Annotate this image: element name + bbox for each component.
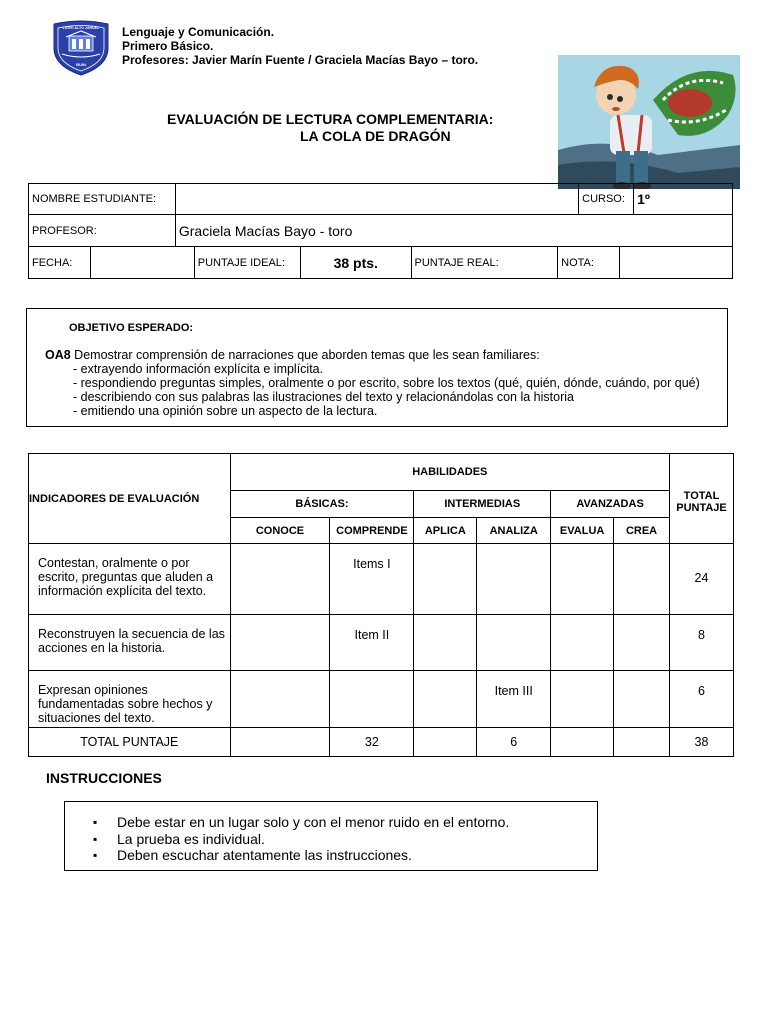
header-teachers: Profesores: Javier Marín Fuente / Graciela Macías Bayo – toro. xyxy=(122,53,479,67)
cell xyxy=(614,615,670,671)
page-title: EVALUACIÓN DE LECTURA COMPLEMENTARIA: xyxy=(167,111,494,127)
cell xyxy=(230,671,330,728)
row-total: 24 xyxy=(670,544,734,615)
cell: Items I xyxy=(330,544,414,615)
curso-label: CURSO: xyxy=(579,184,634,215)
book-illustration xyxy=(558,55,740,189)
score-info-table xyxy=(28,246,733,279)
puntaje-real-label: PUNTAJE REAL: xyxy=(411,247,558,279)
objective-title: OBJETIVO ESPERADO: xyxy=(69,322,194,334)
school-logo xyxy=(52,20,110,76)
cell xyxy=(477,615,551,671)
profesor-value[interactable]: Graciela Macías Bayo - toro xyxy=(175,215,732,247)
skill-crea: CREA xyxy=(614,518,670,544)
logo-text-top: LICEO ALTO JAHUEL xyxy=(62,26,100,30)
cell xyxy=(414,615,477,671)
objective-statement xyxy=(45,348,540,362)
cell xyxy=(414,728,477,757)
profesor-label: PROFESOR: xyxy=(29,215,176,247)
cell xyxy=(614,728,670,757)
skill-comprende: COMPRENDE xyxy=(330,518,414,544)
fecha-field[interactable] xyxy=(91,247,195,279)
table-row xyxy=(29,544,734,615)
grand-total: 38 xyxy=(670,728,734,757)
nota-label: NOTA: xyxy=(558,247,620,279)
cell xyxy=(551,671,614,728)
objective-item: - respondiendo preguntas simples, oralmente o por escrito, sobre los textos (qué, quién, dónde, cuándo, por qué) xyxy=(73,376,700,390)
objective-item: - describiendo con sus palabras las ilustraciones del texto y relacionándolas con la historia xyxy=(73,390,574,404)
curso-value[interactable]: 1º xyxy=(634,184,733,215)
cell xyxy=(477,544,551,615)
total-row xyxy=(29,728,734,757)
indicator-text: Expresan opiniones fundamentadas sobre hechos y situaciones del texto. xyxy=(29,671,231,728)
objective-box xyxy=(26,308,728,427)
nombre-label: NOMBRE ESTUDIANTE: xyxy=(29,184,176,215)
nota-field[interactable] xyxy=(620,247,733,279)
indicadores-header: INDICADORES DE EVALUACIÓN xyxy=(29,454,231,544)
instructions-list xyxy=(93,814,509,864)
habilidades-header: HABILIDADES xyxy=(230,454,669,491)
logo-text-bottom: BUIN xyxy=(76,62,86,67)
total-row-label: TOTAL PUNTAJE xyxy=(29,728,231,757)
cell xyxy=(230,615,330,671)
objective-item: - extrayendo información explícita e implícita. xyxy=(73,362,324,376)
row-total: 6 xyxy=(670,671,734,728)
cell: Item II xyxy=(330,615,414,671)
cell xyxy=(414,544,477,615)
row-total: 8 xyxy=(670,615,734,671)
cell xyxy=(614,671,670,728)
objective-code: OA8 xyxy=(45,348,71,362)
cell xyxy=(230,728,330,757)
cell: Item III xyxy=(477,671,551,728)
cell xyxy=(551,544,614,615)
table-row xyxy=(29,615,734,671)
indicators-table xyxy=(28,453,734,757)
objective-text: Demostrar comprensión de narraciones que aborden temas que les sean familiares: xyxy=(70,348,540,362)
instructions-box xyxy=(64,801,598,871)
cell xyxy=(614,544,670,615)
skill-conoce: CONOCE xyxy=(230,518,330,544)
header-level: Primero Básico. xyxy=(122,39,214,53)
list-item: ▪ Deben escuchar atentamente las instrucciones. xyxy=(93,847,509,864)
cell xyxy=(551,728,614,757)
table-row xyxy=(29,671,734,728)
cell xyxy=(230,544,330,615)
list-item: ▪ Debe estar en un lugar solo y con el menor ruido en el entorno. xyxy=(93,814,509,831)
cell: 32 xyxy=(330,728,414,757)
nombre-field[interactable] xyxy=(175,184,578,215)
instructions-title: INSTRUCCIONES xyxy=(46,770,162,786)
skill-evalua: EVALUA xyxy=(551,518,614,544)
group-intermedias: INTERMEDIAS xyxy=(414,491,551,518)
puntaje-ideal-label: PUNTAJE IDEAL: xyxy=(194,247,300,279)
cell xyxy=(330,671,414,728)
group-avanzadas: AVANZADAS xyxy=(551,491,670,518)
document-header xyxy=(122,25,478,67)
indicator-text: Contestan, oralmente o por escrito, preguntas que aluden a información explícita del texto. xyxy=(29,544,231,615)
skill-analiza: ANALIZA xyxy=(477,518,551,544)
indicator-text: Reconstruyen la secuencia de las acciones en la historia. xyxy=(29,615,231,671)
puntaje-ideal-value: 38 pts. xyxy=(301,247,412,279)
cell xyxy=(414,671,477,728)
cell xyxy=(551,615,614,671)
total-puntaje-header: TOTAL PUNTAJE xyxy=(670,454,734,544)
page-subtitle: LA COLA DE DRAGÓN xyxy=(300,128,451,144)
fecha-label: FECHA: xyxy=(29,247,91,279)
header-subject: Lenguaje y Comunicación. xyxy=(122,25,275,39)
cell: 6 xyxy=(477,728,551,757)
objective-item: - emitiendo una opinión sobre un aspecto de la lectura. xyxy=(73,404,378,418)
group-basicas: BÁSICAS: xyxy=(230,491,414,518)
skill-aplica: APLICA xyxy=(414,518,477,544)
list-item: ▪ La prueba es individual. xyxy=(93,831,509,848)
student-info-table xyxy=(28,183,733,247)
